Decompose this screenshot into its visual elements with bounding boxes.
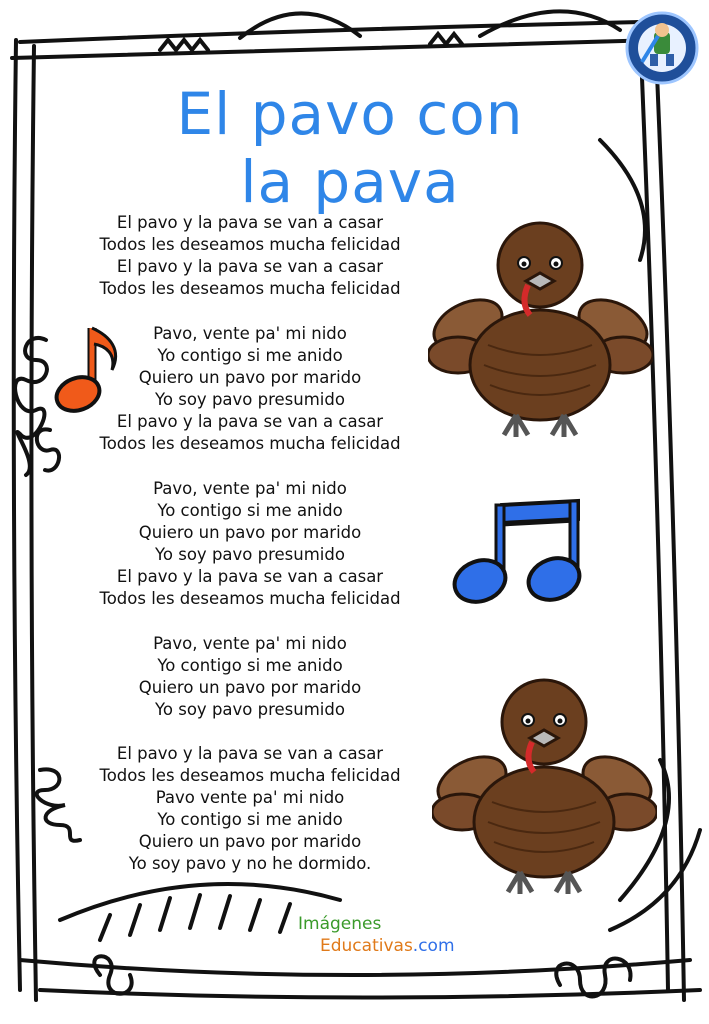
lyric-line: El pavo y la pava se van a casar [116,257,384,276]
lyric-line: Yo soy pavo presumido [155,700,345,719]
lyric-line: Todos les deseamos mucha felicidad [99,235,401,254]
logo-line-2 [320,936,455,956]
lyric-line: Todos les deseamos mucha felicidad [99,279,401,298]
logo-domain: .com [412,936,455,956]
lyric-line: Yo contigo si me anido [157,501,343,520]
lyric-line: Yo soy pavo presumido [155,545,345,564]
lyric-line: Quiero un pavo por marido [138,832,362,851]
blue-music-note-icon [450,495,590,610]
lyric-line: Yo soy pavo y no he dormido. [128,854,372,873]
stanza-1 [70,212,430,300]
lyric-line: Pavo, vente pa' mi nido [153,634,347,653]
turkey-icon [428,215,653,440]
lyric-line: Yo contigo si me anido [157,810,343,829]
site-badge-icon [624,10,700,86]
lyric-line: Yo soy pavo presumido [155,390,345,409]
lyric-line: El pavo y la pava se van a casar [116,213,384,232]
logo-word-educativas: Educativas [320,936,413,956]
lyric-line: Yo contigo si me anido [157,346,343,365]
lyric-line: Pavo, vente pa' mi nido [153,324,347,343]
lyric-line: Quiero un pavo por marido [138,368,362,387]
lyric-line: Todos les deseamos mucha felicidad [99,434,401,453]
lyric-line: Quiero un pavo por marido [138,523,362,542]
lyric-line: El pavo y la pava se van a casar [116,412,384,431]
song-title-line-2: la pava [240,148,460,216]
turkey-icon [432,672,657,897]
lyric-line: El pavo y la pava se van a casar [116,744,384,763]
lyric-line: Pavo vente pa' mi nido [155,788,345,807]
orange-music-note-icon [50,320,125,420]
lyric-line: Todos les deseamos mucha felicidad [99,766,401,785]
lyric-line: El pavo y la pava se van a casar [116,567,384,586]
lyric-line: Todos les deseamos mucha felicidad [99,589,401,608]
lyric-line: Yo contigo si me anido [157,656,343,675]
lyric-line: Pavo, vente pa' mi nido [153,479,347,498]
stanza-3 [70,478,430,610]
song-title-line-1: El pavo con [176,80,524,148]
stanza-4 [70,633,430,721]
stanza-5 [70,743,430,875]
logo-line-1: Imágenes [298,914,382,934]
lyric-line: Quiero un pavo por marido [138,678,362,697]
